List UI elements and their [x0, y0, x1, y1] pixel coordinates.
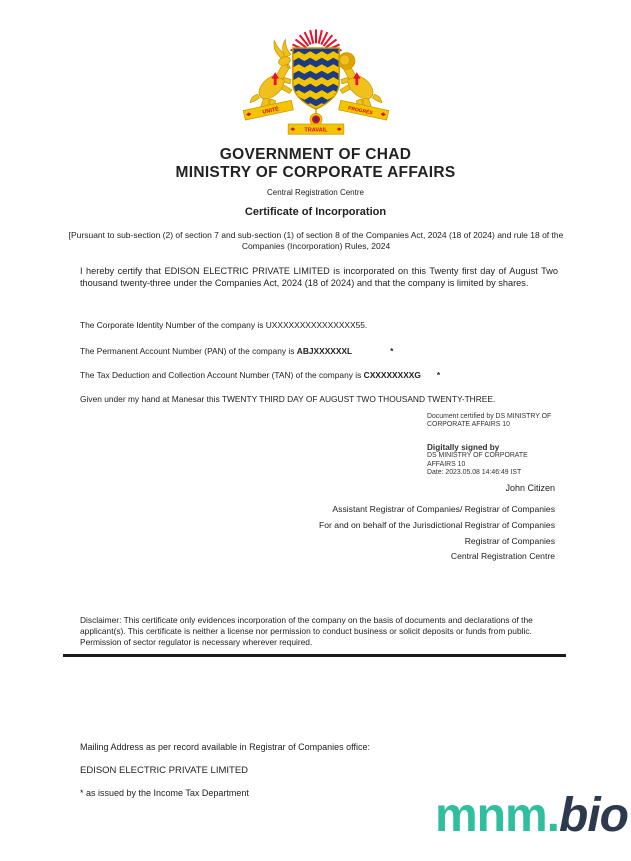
tan-line	[80, 370, 580, 380]
tan-value: CXXXXXXXXG	[363, 370, 421, 380]
government-title: GOVERNMENT OF CHAD	[219, 146, 412, 163]
registration-centre-subtitle: Central Registration Centre	[267, 188, 364, 197]
signer-name-line1: DS MINISTRY OF CORPORATE	[427, 452, 528, 460]
pan-value: ABJXXXXXXL	[296, 346, 353, 356]
mnm-bio-watermark	[435, 789, 628, 842]
certificate-title: Certificate of Incorporation	[244, 206, 387, 218]
header-block	[0, 146, 631, 182]
watermark-bio: bio	[559, 789, 628, 842]
pan-line	[80, 346, 580, 356]
motto-progres-label: PROGRÈS	[346, 105, 373, 117]
registrar-title-3: Registrar of Companies	[464, 535, 555, 546]
digitally-signed-label: Digitally signed by	[427, 442, 500, 452]
registrar-title-4: Central Registration Centre	[450, 551, 555, 562]
certification-paragraph: I hereby certify that EDISON ELECTRIC PRIVATE LIMITED is incorporated on this Twenty first day of August Two thousand twenty-three under the Companies Act, 2024 (18 of 2024) and that the company is limited by shares.	[80, 266, 558, 288]
ministry-title: MINISTRY OF CORPORATE AFFAIRS	[175, 164, 456, 181]
chad-coat-of-arms-svg	[237, 22, 395, 137]
medal-icon	[309, 108, 321, 125]
motto-ribbon-bottom	[288, 124, 344, 134]
goat-supporter-icon	[250, 40, 292, 112]
registrar-title-2: For and on behalf of the Jurisdictional Registrar of Companies	[319, 519, 555, 530]
motto-unite-label: UNITÉ	[261, 106, 280, 116]
mailing-address-label: Mailing Address as per record available in Registrar of Companies office:	[80, 742, 370, 752]
given-under-hand-line: Given under my hand at Manesar this TWENTY THIRD DAY OF AUGUST TWO THOUSAND TWENTY-THREE.	[80, 394, 496, 404]
wavy-shield-icon	[292, 48, 338, 113]
pan-footnote: * as issued by the Income Tax Department	[80, 788, 249, 798]
signer-name-line2: AFFAIRS 10	[427, 460, 466, 468]
registrar-name: John Citizen	[505, 483, 555, 493]
tan-prefix: The Tax Deduction and Collection Account Number (TAN) of the company is	[80, 370, 364, 380]
signature-date: Date: 2023.05.08 14:46:49 IST	[427, 469, 522, 477]
disclaimer-paragraph: Disclaimer: This certificate only evidences incorporation of the company on the basis of documents and declarations of the applicant(s). This certificate is neither a license nor permission to conduct business or solicit deposits or funds from public. Permission of sector regulator is necessary wherever required.	[80, 615, 533, 647]
pursuant-clause: [Pursuant to sub-section (2) of section 7 and sub-section (1) of section 8 of the Companies Act, 2024 (18 of 2024) and rule 18 of the Companies (Incorporation) Rules, 2024	[68, 230, 564, 251]
pan-prefix: The Permanent Account Number (PAN) of the company is	[80, 346, 297, 356]
registrar-title-1: Assistant Registrar of Companies/ Registrar of Companies	[332, 504, 555, 514]
digital-signature-block	[427, 413, 567, 478]
tan-asterisk: *	[436, 370, 441, 380]
watermark-mnm: mnm.	[435, 789, 560, 842]
document-certified-text: Document certified by DS MINISTRY OF CORPORATE AFFAIRS 10	[427, 413, 552, 429]
mailing-company-name: EDISON ELECTRIC PRIVATE LIMITED	[80, 765, 249, 776]
motto-travail-label: TRAVAIL	[303, 127, 328, 134]
horizontal-divider	[63, 654, 566, 657]
pan-asterisk: *	[390, 346, 394, 356]
signatory-block	[135, 483, 555, 565]
cin-line: The Corporate Identity Number of the company is UXXXXXXXXXXXXXXX55.	[80, 320, 368, 330]
chad-coat-of-arms	[237, 22, 395, 137]
